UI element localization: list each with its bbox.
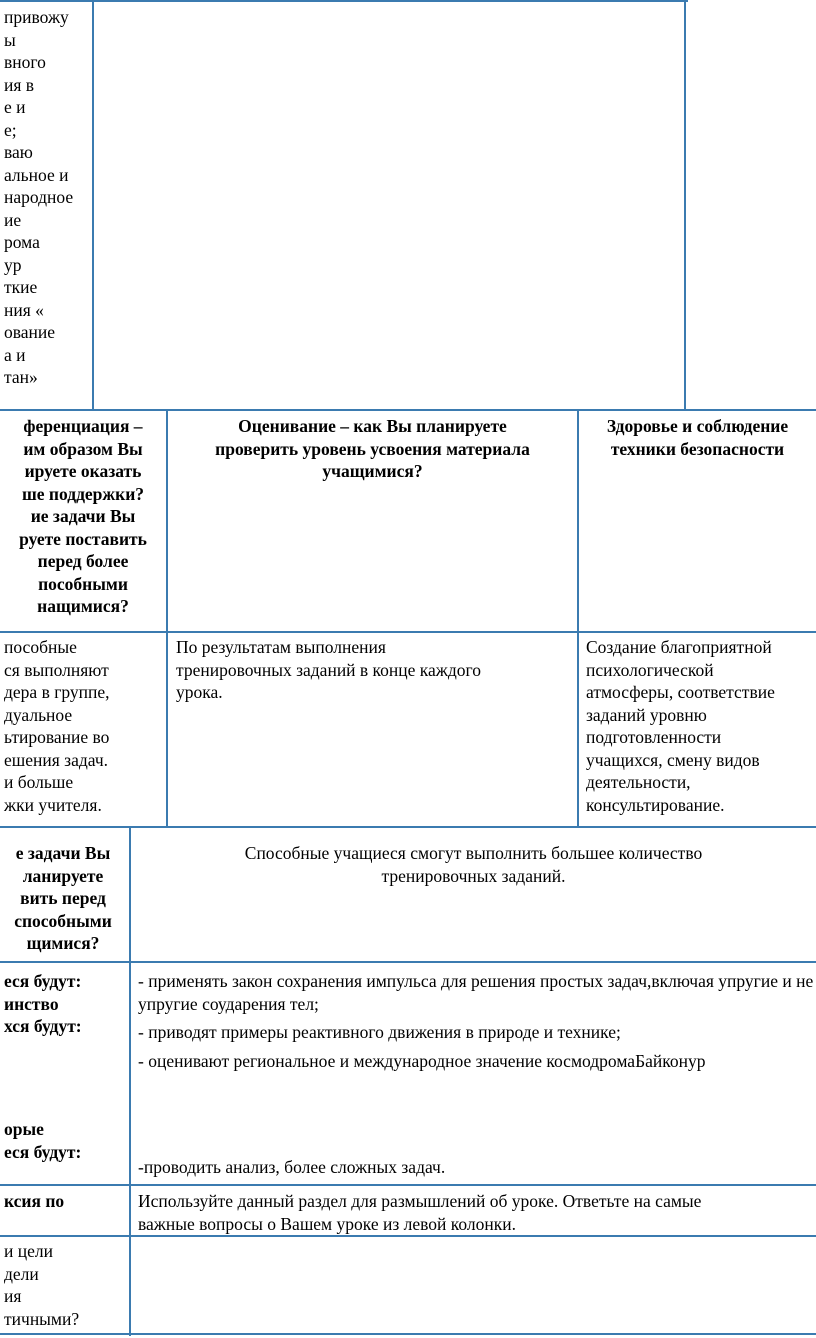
header-line: проверить уровень усвоения материала	[215, 438, 530, 459]
outcome-item	[138, 970, 816, 1015]
question-line: и цели	[4, 1241, 53, 1261]
text-line: альное и	[4, 164, 69, 185]
outcome-line: включая упругие и не упругие соударения тел;	[138, 971, 814, 1014]
label-line: еся будут:	[4, 1141, 82, 1162]
health-header	[579, 415, 816, 460]
text-line: деятельности,	[586, 772, 691, 792]
reflection-instruction	[138, 1190, 816, 1235]
advanced-outcome	[138, 1156, 816, 1179]
text-line: ур	[4, 254, 22, 275]
right-border	[684, 0, 686, 410]
students-will-labels	[4, 970, 128, 1038]
text-line: тан»	[4, 367, 38, 387]
text-line: консультирование.	[586, 794, 725, 815]
outcome-line: - приводят примеры реактивного движения в природе и технике;	[138, 1022, 621, 1042]
outcome-item	[138, 1021, 816, 1044]
outcome-line: - оценивают региональное и международное значение космодрома	[138, 1050, 636, 1071]
label-line: хся будут:	[4, 1016, 82, 1036]
text-line: ся выполняют	[4, 659, 109, 680]
text-line: ваю	[4, 142, 33, 162]
outcome-item	[138, 1050, 816, 1073]
text-line: учащихся, смену видов	[586, 749, 760, 770]
tasks-question	[0, 842, 126, 955]
text-line: ие	[4, 209, 22, 230]
text-line: жки учителя.	[4, 794, 102, 815]
text-line: заданий уровню	[586, 704, 707, 725]
header-line: руете поставить	[19, 528, 147, 549]
question-line: ия	[4, 1286, 22, 1306]
header-line: перед более	[37, 551, 129, 571]
col-divider-3	[129, 827, 131, 1336]
text-line: привожу	[4, 7, 69, 27]
header-line: пособными	[38, 573, 128, 594]
differentiation-header	[0, 415, 166, 618]
header-line: им образом Вы	[23, 438, 143, 459]
text-line: Используйте данный раздел для размышлений об уроке. Ответьте на самые	[138, 1191, 702, 1211]
row-border-1	[0, 961, 816, 963]
text-line: дуальное	[4, 704, 73, 725]
text-line: рома	[4, 232, 40, 252]
text-line: психологической	[586, 659, 714, 680]
goals-question	[4, 1240, 128, 1330]
tasks-answer	[131, 842, 816, 887]
outcome-line: Байконур	[635, 1050, 706, 1071]
label-line: орые	[4, 1119, 44, 1139]
text-line: ование	[4, 322, 56, 342]
advanced-outcome-text: -проводить анализ, более сложных задач.	[138, 1157, 446, 1177]
reflection-label	[4, 1190, 128, 1213]
text-line: а и	[4, 344, 26, 365]
header-line: Здоровье и соблюдение	[606, 416, 789, 436]
label-line: инство	[4, 993, 59, 1014]
question-line: ланируете	[22, 865, 104, 886]
text-line: ешения задач.	[4, 749, 108, 770]
text-line: ния «	[4, 299, 44, 320]
text-line: По результатам выполнения	[176, 637, 386, 657]
some-students-label	[4, 1118, 128, 1163]
bottom-border	[0, 1333, 816, 1335]
text-line: ьтирование во	[4, 727, 110, 747]
header-line: ше поддержки?	[21, 483, 145, 504]
text-line: ы	[4, 29, 16, 50]
header-line: учащимися?	[322, 461, 423, 481]
text-line: урока.	[176, 682, 223, 702]
top-left-cell-text	[4, 6, 90, 389]
row-border-2	[0, 1184, 816, 1186]
header-line: ференциация –	[23, 416, 143, 436]
question-line: щимися?	[26, 933, 100, 953]
text-line: и больше	[4, 772, 74, 792]
text-line: атмосферы, соответствие	[586, 682, 775, 702]
header-line: ие задачи Вы	[30, 506, 136, 526]
learning-outcomes	[138, 970, 816, 1078]
header-line: техники безопасности	[610, 438, 785, 459]
question-line: дели	[4, 1263, 39, 1284]
col-divider	[92, 0, 94, 410]
text-line: Создание благоприятной	[586, 637, 772, 657]
top-border	[0, 0, 688, 2]
label-line: ксия по	[4, 1191, 65, 1211]
health-text	[586, 636, 816, 816]
header-bottom-border	[0, 631, 816, 633]
label-line: еся будут:	[4, 971, 82, 991]
header-top-border	[0, 409, 816, 411]
text-line: ия в	[4, 74, 35, 95]
header-line: ируете оказать	[24, 461, 142, 481]
outcome-line: - применять закон сохранения импульса для решения простых задач,	[138, 971, 652, 991]
text-line: е;	[4, 119, 17, 140]
text-line: дера в группе,	[4, 682, 110, 702]
row-border-3	[0, 1235, 816, 1237]
text-line: тренировочных заданий.	[381, 865, 566, 886]
assessment-text	[176, 636, 574, 704]
col-divider-2	[577, 410, 579, 828]
differentiation-text	[4, 636, 164, 816]
text-line: народное	[4, 187, 74, 207]
text-line: важные вопросы о Вашем уроке из левой колонки.	[138, 1213, 516, 1234]
text-line: е и	[4, 97, 26, 117]
text-line: Способные учащиеся смогут выполнить большее количество	[244, 843, 703, 863]
section-bottom-border	[0, 826, 816, 828]
question-line: е задачи Вы	[15, 843, 111, 863]
text-line: тренировочных заданий в конце каждого	[176, 659, 482, 680]
question-line: вить перед	[20, 888, 106, 908]
text-line: вного	[4, 52, 46, 72]
question-line: тичными?	[4, 1308, 80, 1329]
header-line: Оценивание – как Вы планируете	[238, 416, 507, 436]
text-line: ткие	[4, 277, 38, 297]
header-line: нащимися?	[37, 596, 129, 616]
question-line: способными	[14, 910, 112, 931]
text-line: пособные	[4, 637, 77, 657]
text-line: подготовленности	[586, 727, 722, 747]
assessment-header	[168, 415, 577, 483]
